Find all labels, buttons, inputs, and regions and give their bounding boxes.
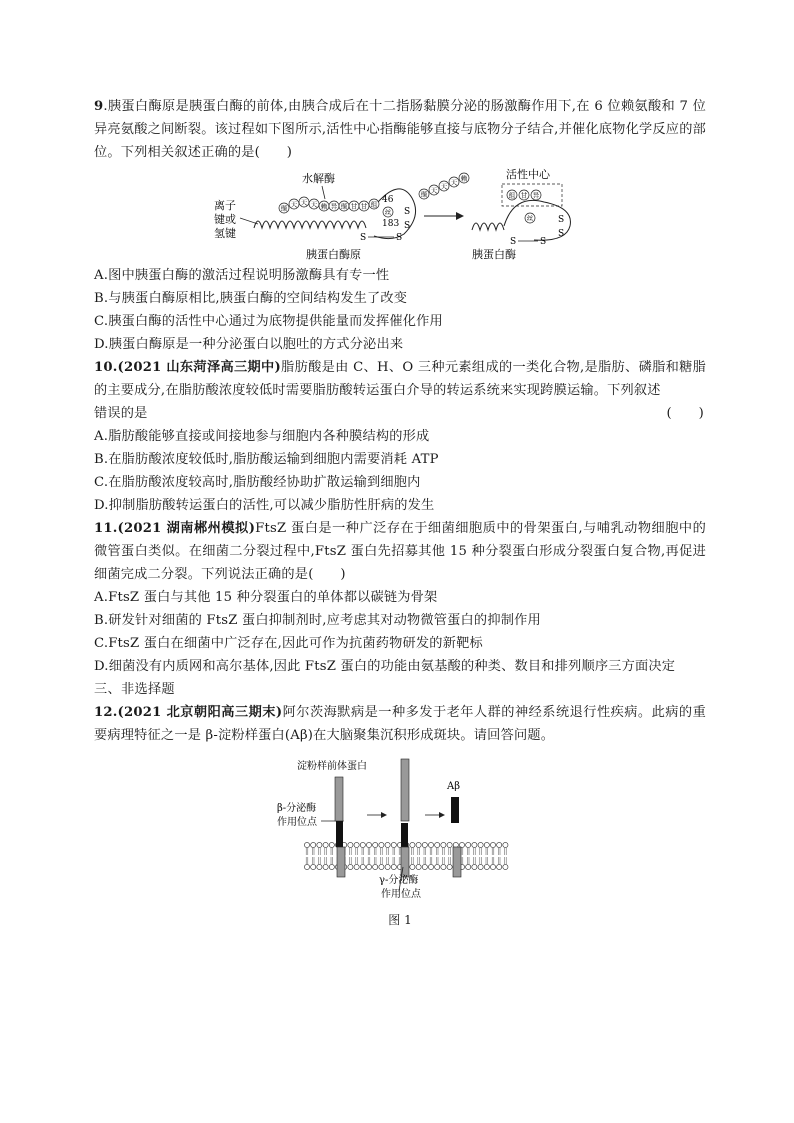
question-10-text-end: 错误的是: [94, 406, 148, 421]
app-fragment: [401, 759, 409, 821]
app-protein-segment: [335, 777, 343, 821]
disulfide-s: S: [360, 233, 367, 243]
disulfide-s: S: [540, 237, 547, 247]
lipid-head: [304, 842, 309, 847]
lipid-head: [311, 842, 316, 847]
abeta-segment: [401, 823, 408, 847]
residue-asp: 天: [440, 182, 448, 191]
q11-option-a: A.FtsZ 蛋白与其他 15 种分裂蛋白的单体都以碳链为骨架: [94, 590, 438, 605]
residue-val: 缬: [340, 202, 348, 211]
lipid-head: [391, 842, 396, 847]
q11-option-b: B.研发针对细菌的 FtsZ 蛋白抑制剂时,应考虑其对动物微管蛋白的抑制作用: [94, 613, 541, 628]
lipid-head: [410, 842, 415, 847]
residue-asp: 天: [450, 178, 458, 187]
lipid-head: [373, 864, 378, 869]
question-12-stem: [94, 701, 706, 747]
lipid-head: [304, 864, 309, 869]
lipid-head: [503, 842, 508, 847]
q11-option-c: C.FtsZ 蛋白在细菌中广泛存在,因此可作为抗菌药物研发的新靶标: [94, 636, 483, 651]
active-center-label: 活性中心: [506, 168, 550, 181]
lipid-head: [329, 842, 334, 847]
lipid-head: [379, 842, 384, 847]
question-10-source: .(2021 山东菏泽高三期中): [112, 360, 281, 375]
beta-secretase-label: β-分泌酶: [277, 803, 317, 814]
question-12-source: .(2021 北京朝阳高三期末): [112, 705, 283, 720]
lipid-head: [428, 864, 433, 869]
question-10-stem-end: [94, 402, 706, 425]
question-12-number: 12: [94, 705, 113, 720]
disulfide-s: S: [404, 221, 411, 231]
lipid-head: [385, 864, 390, 869]
lipid-head: [385, 842, 390, 847]
lipid-head: [428, 842, 433, 847]
lipid-head: [441, 842, 446, 847]
lipid-head: [490, 842, 495, 847]
lipid-head: [360, 842, 365, 847]
hydrolase-label: 水解酶: [302, 172, 335, 185]
question-10-stem: [94, 356, 706, 402]
question-9-stem: [94, 95, 706, 164]
lipid-head: [329, 864, 334, 869]
residue-asp: 天: [300, 198, 308, 207]
lipid-head: [366, 864, 371, 869]
question-11-text: FtsZ 蛋白是一种广泛存在于细菌细胞质中的骨架蛋白,与哺乳动物细胞中的微管蛋白类似。在细菌二分裂过程中,FtsZ 蛋白先招募其他 15 种分裂蛋白形成分裂蛋白复合物,再促进细菌完成二分裂。下列说法正确的是( ): [94, 521, 706, 582]
q11-option-d: D.细菌没有内质网和高尔基体,因此 FtsZ 蛋白的功能由氨基酸的种类、数目和排列顺序三方面决定: [94, 659, 676, 674]
q10-option-d: D.抑制脂肪酸转运蛋白的活性,可以减少脂肪性肝病的发生: [94, 498, 435, 513]
ionic-bond-label: 离子: [214, 199, 236, 212]
lipid-head: [348, 864, 353, 869]
lipid-head: [422, 864, 427, 869]
answer-paren: ( ): [666, 406, 704, 421]
document-page: [94, 95, 706, 932]
gamma-secretase-label: γ-分泌酶: [379, 875, 419, 886]
lipid-head: [472, 864, 477, 869]
question-12-text: 阿尔茨海默病是一种多发于老年人群的神经系统退行性疾病。此病的重要病理特征之一是 β-淀粉样蛋白(Aβ)在大脑聚集沉积形成斑块。请回答问题。: [94, 705, 706, 743]
lipid-head: [416, 864, 421, 869]
question-9-text: .胰蛋白酶原是胰蛋白酶的前体,由胰合成后在十二指肠黏膜分泌的肠激酶作用下,在 6 位赖氨酸和 7 位异亮氨酸之间断裂。该过程如下图所示,活性中心指酶能够直接与底物分子结合,并催化底物化学反应的部位。下列相关叙述正确的是( ): [94, 99, 706, 160]
question-10-number: 10: [94, 360, 113, 375]
residue-gly: 甘: [360, 202, 368, 211]
question-11-number: 11: [94, 521, 113, 536]
lipid-head: [348, 842, 353, 847]
residue-number-46: 46: [382, 195, 394, 205]
lipid-head: [466, 864, 471, 869]
lipid-head: [503, 864, 508, 869]
lipid-head: [497, 864, 502, 869]
hydrogen-bond-label: 氢键: [214, 227, 236, 240]
lipid-head: [379, 864, 384, 869]
lipid-head: [323, 864, 328, 869]
question-11-stem: [94, 517, 706, 586]
lipid-head: [441, 864, 446, 869]
residue-ile: 异: [532, 191, 540, 200]
residue-asp: 天: [290, 200, 298, 209]
residue-asp: 天: [310, 200, 318, 209]
app-label: 淀粉样前体蛋白: [297, 761, 367, 772]
residue-val: 缬: [280, 204, 288, 213]
gamma-site-label: 作用位点: [381, 889, 421, 900]
q9-option-c: C.胰蛋白酶的活性中心通过为底物提供能量而发挥催化作用: [94, 314, 443, 329]
lipid-head: [490, 864, 495, 869]
residue-ile: 异: [330, 202, 338, 211]
residue-his: 组: [508, 191, 516, 200]
abeta-segment: [336, 821, 343, 847]
app-protein-tail: [337, 847, 345, 877]
released-peptide: [419, 173, 469, 199]
residue-gly: 甘: [520, 191, 528, 200]
lipid-head: [478, 864, 483, 869]
residue-val: 缬: [420, 190, 428, 199]
residue-number-183: 183: [382, 219, 400, 229]
question-10-text: 脂肪酸是由 C、H、O 三种元素组成的一类化合物,是脂肪、磷脂和糖脂的主要成分,在脂肪酸浓度较低时需要脂肪酸转运蛋白介导的转运系统来实现跨膜运输。下列叙述: [94, 360, 706, 398]
amyloid-figure: [275, 755, 525, 932]
lipid-head: [354, 842, 359, 847]
lipid-head: [422, 842, 427, 847]
q10-option-a: A.脂肪酸能够直接或间接地参与细胞内各种膜结构的形成: [94, 429, 430, 444]
q9-option-a: A.图中胰蛋白酶的激活过程说明肠激酶具有专一性: [94, 268, 390, 283]
lipid-head: [447, 864, 452, 869]
lipid-head: [311, 864, 316, 869]
figure-caption: 图 1: [388, 913, 412, 927]
lipid-head: [484, 864, 489, 869]
disulfide-s: S: [396, 233, 403, 243]
zymogen-residue-chain: [279, 197, 379, 213]
bond-or-label: 键或: [214, 213, 236, 226]
disulfide-s: S: [404, 207, 411, 217]
lipid-head: [472, 842, 477, 847]
residue-lys: 赖: [460, 174, 468, 183]
abeta-label: Aβ: [447, 781, 461, 792]
lipid-head: [478, 842, 483, 847]
residue-ser: 丝: [526, 214, 534, 223]
lipid-head: [497, 842, 502, 847]
trypsin-label: 胰蛋白酶: [472, 248, 516, 261]
lipid-head: [447, 842, 452, 847]
lipid-head: [391, 864, 396, 869]
lipid-head: [317, 864, 322, 869]
lipid-head: [435, 864, 440, 869]
disulfide-s: S: [558, 215, 565, 225]
lipid-head: [373, 842, 378, 847]
q9-option-b: B.与胰蛋白酶原相比,胰蛋白酶的空间结构发生了改变: [94, 291, 408, 306]
zymogen-helix: [254, 221, 366, 228]
lipid-head: [360, 864, 365, 869]
question-9-number: 9: [94, 99, 104, 114]
lipid-head: [410, 864, 415, 869]
abeta-peptide: [451, 797, 459, 823]
q10-option-c: C.在脂肪酸浓度较高时,脂肪酸经协助扩散运输到细胞内: [94, 475, 421, 490]
question-11-source: .(2021 湖南郴州模拟): [112, 521, 256, 536]
lipid-head: [366, 842, 371, 847]
residue-his: 组: [370, 200, 378, 209]
residue-gly: 甘: [350, 202, 358, 211]
lipid-head: [317, 842, 322, 847]
app-remnant: [453, 847, 461, 877]
residue-asp: 天: [430, 186, 438, 195]
lipid-head: [484, 842, 489, 847]
lipid-head: [466, 842, 471, 847]
disulfide-s: S: [558, 229, 565, 239]
zymogen-label: 胰蛋白酶原: [306, 248, 361, 261]
q10-option-b: B.在脂肪酸浓度较低时,脂肪酸运输到细胞内需要消耗 ATP: [94, 452, 439, 467]
trypsin-helix: [472, 223, 504, 230]
lipid-head: [323, 842, 328, 847]
lipid-head: [435, 842, 440, 847]
section-heading: 三、非选择题: [94, 682, 175, 697]
residue-ser: 丝: [384, 208, 392, 217]
disulfide-s: S: [510, 237, 517, 247]
trypsin-activation-figure: [210, 166, 590, 264]
q9-option-d: D.胰蛋白酶原是一种分泌蛋白以胞吐的方式分泌出来: [94, 337, 404, 352]
lipid-head: [416, 842, 421, 847]
residue-lys: 赖: [320, 202, 328, 211]
lipid-head: [354, 864, 359, 869]
beta-site-label: 作用位点: [277, 817, 317, 828]
